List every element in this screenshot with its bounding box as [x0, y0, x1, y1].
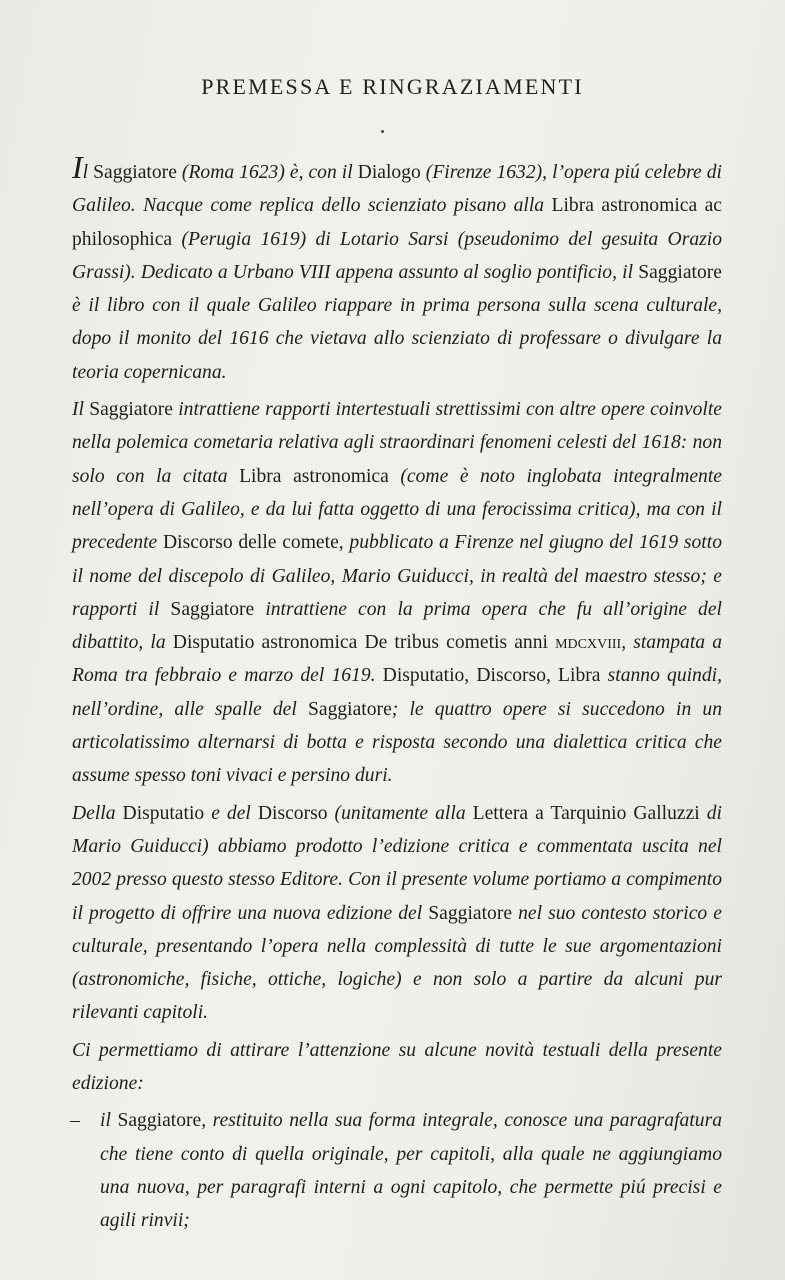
paragraph-4	[72, 1034, 722, 1101]
work-title: Saggiatore	[638, 261, 722, 283]
paragraph-1	[72, 149, 722, 389]
work-title: Libra astronomica ac philosophica	[72, 195, 722, 250]
text-span: (unitamente alla	[327, 802, 473, 824]
text-span: il	[100, 1110, 118, 1132]
body-text	[70, 149, 722, 1242]
text-span: (Perugia 1619) di Lotario Sarsi (pseudonimo del gesuita Orazio Grassi). Dedicato a Urbano VIII appena assunto al soglio pontificio, il	[72, 228, 722, 283]
paragraph-3	[72, 797, 722, 1030]
text-span: Ci permettiamo di attirare l’attenzione su alcune novità testuali della presente edizione:	[72, 1039, 722, 1095]
page-title: PREMESSA E RINGRAZIAMENTI	[201, 74, 584, 99]
work-title: Saggiatore	[89, 399, 173, 421]
text-span: ; le quattro opere si succedono in un articolatissimo alternarsi di botta e risposta secondo una dialettica critica che assume spesso toni vivaci e persino duri.	[72, 698, 722, 787]
work-title: Saggiatore	[93, 162, 177, 183]
text-span: stanno quindi, nell’ordine, alle spalle del	[72, 665, 722, 720]
work-title: Saggiatore	[170, 598, 255, 620]
text-span: di Mario Guiducci) abbiamo prodotto l’edizione critica e commentata uscita nel 2002 presso questo stesso Editore. Con il presente volume portiamo a compimento il progetto di offrire una nuova edizione del	[72, 802, 722, 924]
work-title: Disputatio	[122, 802, 205, 824]
text-span: , stampata a Roma tra febbraio e marzo del 1619.	[72, 632, 722, 687]
paragraph-2	[72, 393, 722, 793]
work-title: Saggiatore	[117, 1110, 202, 1132]
text-span: l	[82, 162, 94, 183]
text-span: (Firenze 1632), l’opera piú celebre di Galileo. Nacque come replica dello scienziato pisano alla	[72, 162, 722, 217]
work-title: Saggiatore	[307, 698, 392, 720]
list-dash: –	[70, 1110, 80, 1132]
text-span: , pubblicato a Firenze nel giugno del 1619 sotto il nome del discepolo di Galileo, Mario Guiducci, in realtà del maestro stesso; e rapporti il	[72, 532, 722, 620]
roman-numeral: mdcxviii	[555, 632, 622, 654]
ornament-dot	[381, 130, 384, 133]
work-title: Disputatio astronomica De tribus cometis anni	[172, 632, 556, 654]
work-title: Disputatio, Discorso, Libra	[382, 665, 601, 687]
work-title: Lettera a Tarquinio Galluzzi	[472, 802, 700, 824]
text-span: Della	[72, 802, 123, 824]
work-title: Discorso	[257, 802, 328, 824]
text-span: è il libro con il quale Galileo riappare in prima persona sulla scena culturale, dopo il monito del 1616 che vietava allo scienziato di professare o divulgare la teoria copernicana.	[72, 295, 722, 383]
text-span: intrattiene rapporti intertestuali strettissimi con altre opere coinvolte nella polemica cometaria relativa agli straordinari fenomeni celesti del 1618: non solo con la citata	[72, 399, 722, 487]
work-title: Discorso delle comete	[162, 532, 339, 554]
text-span: , restituito nella sua forma integrale, conosce una paragrafatura che tiene conto di quella originale, per capitoli, alla quale ne aggiungiamo una nuova, per paragrafi interni a ogni capitolo, che permette piú precisi e agili rinvii;	[100, 1110, 722, 1232]
text-span: e del	[204, 802, 258, 824]
work-title: Dialogo	[357, 162, 421, 183]
text-span: intrattiene con la prima opera che fu all’origine del dibattito, la	[72, 598, 722, 654]
text-span: (come è noto inglobata integralmente nell’opera di Galileo, e da lui fatta oggetto di una ferocissima critica), ma con il precedente	[72, 465, 722, 554]
drop-cap: I	[72, 149, 83, 185]
work-title: Libra astronomica	[239, 465, 389, 487]
text-span: nel suo contesto storico e culturale, presentando l’opera nella complessità di tutte le sue argomentazioni (astronomiche, fisiche, ottiche, logiche) e non solo a partire da alcuni pur rilevanti capitoli.	[72, 902, 722, 1024]
text-span: (Roma 1623) è, con il	[176, 162, 358, 183]
work-title: Saggiatore	[428, 902, 513, 924]
list-item	[72, 1104, 722, 1237]
text-span: Il	[72, 399, 90, 421]
